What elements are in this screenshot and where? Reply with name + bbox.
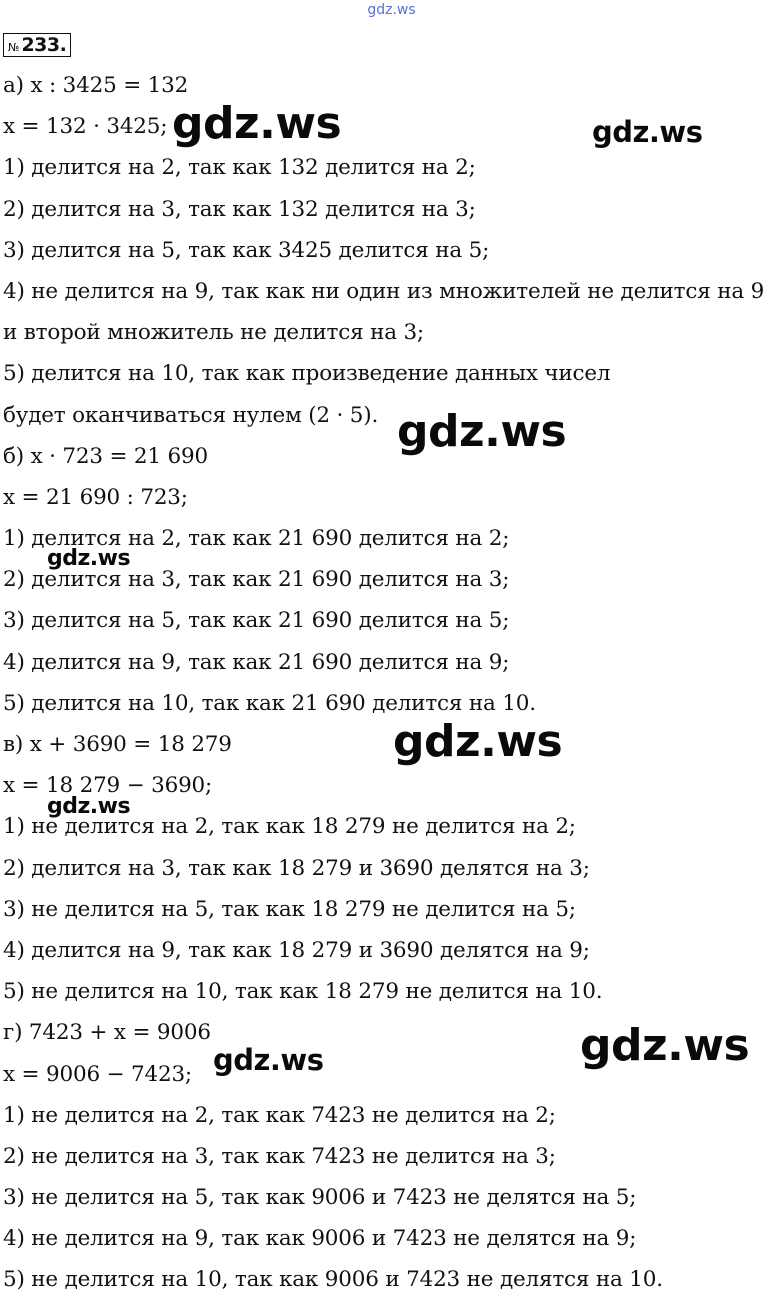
problem-number: 233. bbox=[21, 34, 67, 56]
solution-line: 1) делится на 2, так как 21 690 делится на 2; bbox=[3, 526, 510, 552]
solution-line: x = 9006 − 7423; bbox=[3, 1061, 192, 1087]
solution-line: 1) делится на 2, так как 132 делится на 2; bbox=[3, 155, 476, 181]
solution-line: 1) не делится на 2, так как 7423 не делится на 2; bbox=[3, 1102, 556, 1128]
solution-line: г) 7423 + x = 9006 bbox=[3, 1020, 211, 1046]
solution-line: 5) не делится на 10, так как 18 279 не делится на 10. bbox=[3, 979, 603, 1005]
solution-line: 1) не делится на 2, так как 18 279 не делится на 2; bbox=[3, 814, 576, 840]
solution-line: 2) делится на 3, так как 18 279 и 3690 делятся на 3; bbox=[3, 855, 590, 881]
solution-line: x = 21 690 : 723; bbox=[3, 484, 188, 510]
solution-line: 4) не делится на 9, так как ни один из множителей не делится на 9 bbox=[3, 278, 765, 304]
solution-line: 5) не делится на 10, так как 9006 и 7423 не делятся на 10. bbox=[3, 1267, 663, 1293]
solution-line: 5) делится на 10, так как 21 690 делится на 10. bbox=[3, 690, 536, 716]
watermark: gdz.ws bbox=[393, 716, 563, 767]
watermark: gdz.ws bbox=[580, 1020, 750, 1071]
watermark: gdz.ws bbox=[47, 546, 131, 571]
solution-line: 4) не делится на 9, так как 9006 и 7423 не делятся на 9; bbox=[3, 1226, 637, 1252]
solution-line: 3) делится на 5, так как 21 690 делится на 5; bbox=[3, 608, 510, 634]
watermark: gdz.ws bbox=[47, 794, 131, 819]
number-sign: № bbox=[8, 41, 20, 54]
solution-line: 2) не делится на 3, так как 7423 не делится на 3; bbox=[3, 1143, 556, 1169]
solution-line: 3) не делится на 5, так как 9006 и 7423 не делятся на 5; bbox=[3, 1185, 637, 1211]
site-watermark-top[interactable]: gdz.ws bbox=[367, 2, 416, 18]
solution-line: и второй множитель не делится на 3; bbox=[3, 320, 424, 346]
solution-line: б) x · 723 = 21 690 bbox=[3, 443, 208, 469]
solution-line: x = 132 · 3425; bbox=[3, 114, 168, 140]
solution-line: 4) делится на 9, так как 21 690 делится на 9; bbox=[3, 649, 510, 675]
watermark: gdz.ws bbox=[172, 98, 342, 149]
solution-line: будет оканчиваться нулем (2 · 5). bbox=[3, 402, 379, 428]
solution-line: а) x : 3425 = 132 bbox=[3, 73, 189, 98]
problem-number-box bbox=[3, 33, 71, 57]
watermark: gdz.ws bbox=[213, 1043, 324, 1077]
solution-line: 2) делится на 3, так как 132 делится на 3; bbox=[3, 196, 476, 222]
watermark: gdz.ws bbox=[397, 406, 567, 457]
watermark: gdz.ws bbox=[592, 115, 703, 149]
solution-line: x = 18 279 − 3690; bbox=[3, 773, 213, 799]
solution-line: в) x + 3690 = 18 279 bbox=[3, 732, 232, 757]
solution-line: 5) делится на 10, так как произведение данных чисел bbox=[3, 361, 611, 387]
solution-line: 4) делится на 9, так как 18 279 и 3690 делятся на 9; bbox=[3, 937, 590, 963]
solution-text bbox=[3, 65, 783, 1301]
solution-line: 3) не делится на 5, так как 18 279 не делится на 5; bbox=[3, 896, 576, 922]
solution-line: 2) делится на 3, так как 21 690 делится на 3; bbox=[3, 567, 510, 593]
solution-line: 3) делится на 5, так как 3425 делится на 5; bbox=[3, 237, 490, 263]
